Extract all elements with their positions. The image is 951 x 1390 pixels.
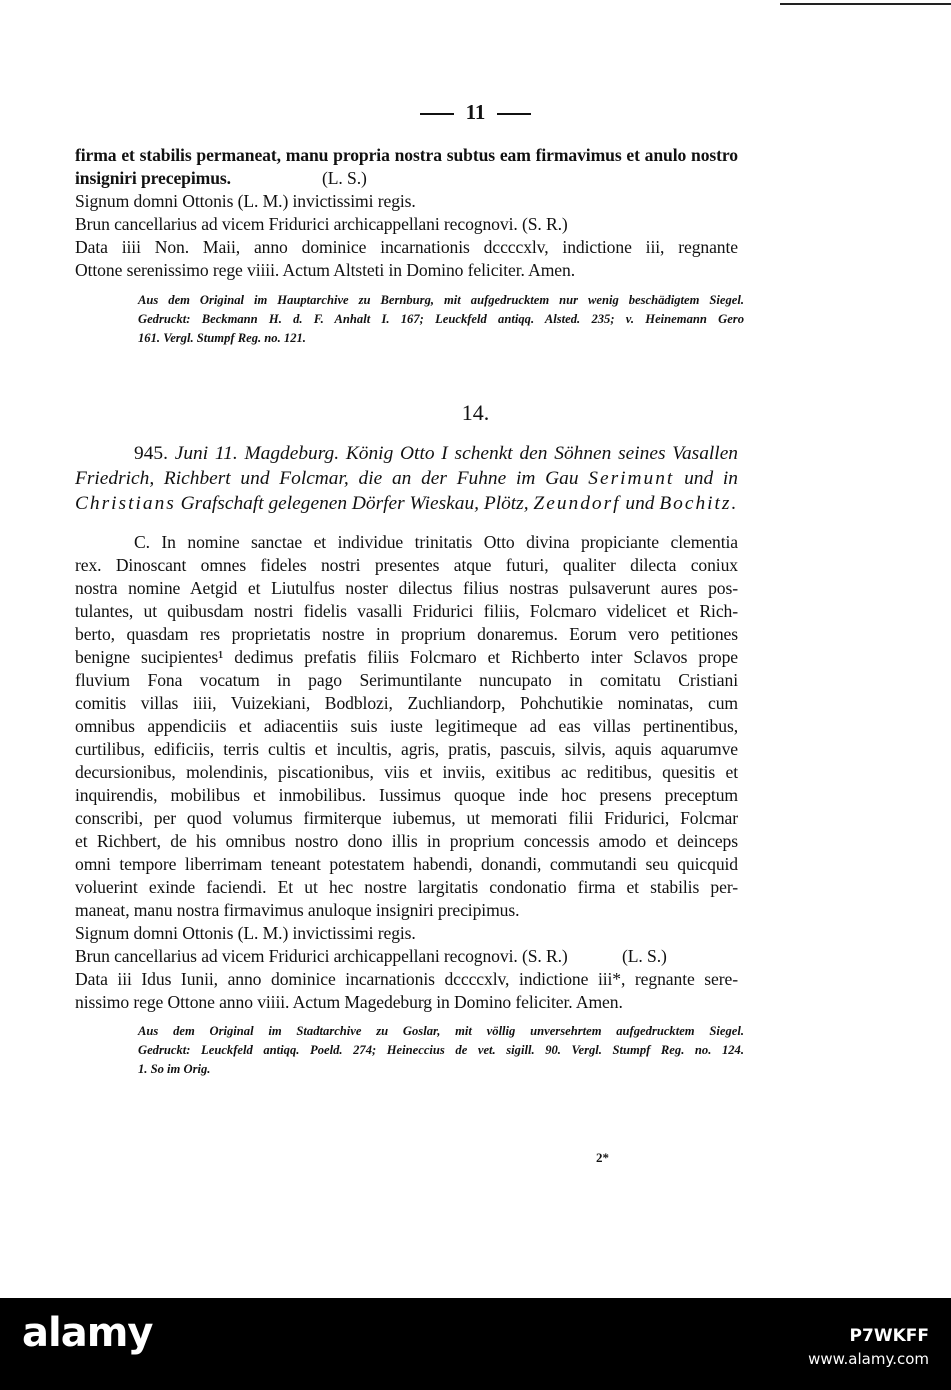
charter-line-1: C. In nomine sanctae et individue trinitatis Otto divina propiciante clementia [134, 532, 738, 552]
charter-line-12: inquirendis, mobilibus et inmobilibus. Iussimus quoque inde hoc presens preceptum [75, 785, 738, 805]
upper-seal-mark: (L. S.) [322, 168, 367, 188]
regest-place-serimunt: Serimunt [588, 468, 675, 489]
page-number: 11 [465, 100, 486, 124]
upper-charter-line-4: Brun cancellarius ad vicem Fridurici archicappellani recognovi. (S. R.) [75, 214, 568, 234]
charter-line-10: curtilibus, edificiis, terris cultis et incultis, agris, pratis, pascuis, silvis, aquis aquarumve [75, 739, 738, 759]
page-number-header [0, 100, 951, 125]
watermark-site: www.alamy.com [808, 1350, 929, 1368]
charter-dating-line-2: nissimo rege Ottone anno viiii. Actum Magedeburg in Domino feliciter. Amen. [75, 992, 623, 1012]
regest-date-summary: Juni 11. Magdeburg. König Otto I schenkt den Söhnen seines Vasallen [174, 443, 738, 464]
sheet-signature: 2* [596, 1150, 609, 1165]
upper-footnote-line-2: Gedruckt: Beckmann H. d. F. Anhalt I. 167; Leuckfeld antiqq. Alsted. 235; v. Heinemann Gero [138, 312, 744, 326]
regest-line-1 [134, 443, 738, 465]
regest-place-bochitz: Bochitz [659, 493, 732, 514]
regest-line-2-part-c: und in [674, 468, 738, 489]
watermark-image-id: P7WKFF [849, 1326, 929, 1346]
top-edge-rule [780, 3, 951, 5]
regest-line-2 [75, 468, 738, 490]
regest-line-3 [75, 493, 736, 515]
charter-line-14: et Richbert, de his omnibus nostro dono illis in proprium concessis amodo et deinceps [75, 831, 738, 851]
upper-charter-line-5: Data iiii Non. Maii, anno dominice incarnationis dccccxlv, indictione iii, regnante [75, 237, 738, 257]
regest-line-3-part-d: und [620, 493, 660, 514]
charter-footnote-line-2: Gedruckt: Leuckfeld antiqq. Poeld. 274; Heineccius de vet. sigill. 90. Vergl. Stumpf Reg. no. 124. [138, 1043, 744, 1057]
document-number: 14. [461, 400, 490, 425]
regest-line-3-part-b: Grafschaft gelegenen Dörfer Wieskau, Plötz, [175, 493, 534, 514]
charter-line-3: nostra nomine Aetgid et Liutulfus noster dilectus filius nostras pulsaverunt aures pos- [75, 578, 738, 598]
header-dash-right [497, 113, 531, 115]
charter-line-11: decursionibus, molendinis, piscationibus, viis et inviis, exitibus ac reditibus, quesitis et [75, 762, 738, 782]
regest-place-zeundorf: Zeundorf [533, 493, 621, 514]
charter-line-17: maneat, manu nostra firmavimus anuloque insigniri precipimus. [75, 900, 520, 920]
charter-line-9: omnibus appendiciis et adiacentiis suis iuste legitimeque ad eas villas pertinentibus, [75, 716, 738, 736]
upper-charter-line-1: firma et stabilis permaneat, manu propria nostra subtus eam firmavimus et anulo nostro [75, 145, 738, 165]
upper-charter-line-3: Signum domni Ottonis (L. M.) invictissimi regis. [75, 191, 416, 211]
charter-line-6: benigne sucipientes¹ dedimus prefatis filiis Folcmaro et Richberto inter Sclavos prope [75, 647, 738, 667]
charter-dating-line-1: Data iii Idus Iunii, anno dominice incarnationis dccccxlv, indictione iii*, regnante sere- [75, 969, 738, 989]
charter-line-8: comitis villas iiii, Vuizekiani, Bodblozi, Zuchliandorp, Pohchutikie nominatas, cum [75, 693, 738, 713]
upper-footnote-line-3: 161. Vergl. Stumpf Reg. no. 121. [138, 331, 306, 345]
charter-recognition-line: Brun cancellarius ad vicem Fridurici archicappellani recognovi. (S. R.) [75, 946, 568, 966]
upper-footnote-line-1: Aus dem Original im Hauptarchive zu Bernburg, mit aufgedrucktem nur wenig beschädigtem Siegel. [138, 293, 744, 307]
upper-charter-line-2: insigniri precepimus. [75, 168, 231, 188]
regest-line-2-part-a: Friedrich, Richbert und Folcmar, die an der Fuhne im Gau [75, 468, 589, 489]
charter-footnote-line-1: Aus dem Original im Stadtarchive zu Goslar, mit völlig unversehrtem aufgedrucktem Siegel. [138, 1024, 744, 1038]
regest-name-christians: Christians [75, 493, 176, 514]
charter-signum-line: Signum domni Ottonis (L. M.) invictissimi regis. [75, 923, 416, 943]
upper-charter-line-6: Ottone serenissimo rege viiii. Actum Altsteti in Domino feliciter. Amen. [75, 260, 576, 280]
charter-line-16: voluerint exinde faciendi. Et ut hec nostre largitatis condonatio firma et stabilis per- [75, 877, 738, 897]
charter-line-15: omni tempore liberrimam teneant potestatem habendi, donandi, commutandi seu quicquid [75, 854, 738, 874]
charter-line-5: berto, quasdam res proprietatis nostre in proprium donaremus. Eorum vero petitiones [75, 624, 738, 644]
charter-footnote-line-3: 1. So im Orig. [138, 1062, 211, 1076]
charter-seal-mark: (L. S.) [622, 946, 667, 966]
charter-line-2: rex. Dinoscant omnes fideles nostri presentes atque futuri, qualiter dilecta coniux [75, 555, 738, 575]
charter-line-13: conscribi, per quod volumus firmiterque iubemus, ut memorati filii Fridurici, Folcmar [75, 808, 738, 828]
charter-line-7: fluvium Fona vocatum in pago Serimuntilante nuncupato in comitatu Cristiani [75, 670, 738, 690]
regest-year: 945. [134, 443, 175, 464]
charter-line-4: tulantes, ut quibusdam nostri fidelis vasalli Fridurici filiis, Folcmaro videlicet et Rich- [75, 601, 738, 621]
regest-line-3-end: . [731, 493, 737, 514]
watermark-brand-logo: alamy [22, 1310, 153, 1356]
header-dash-left [420, 113, 454, 115]
